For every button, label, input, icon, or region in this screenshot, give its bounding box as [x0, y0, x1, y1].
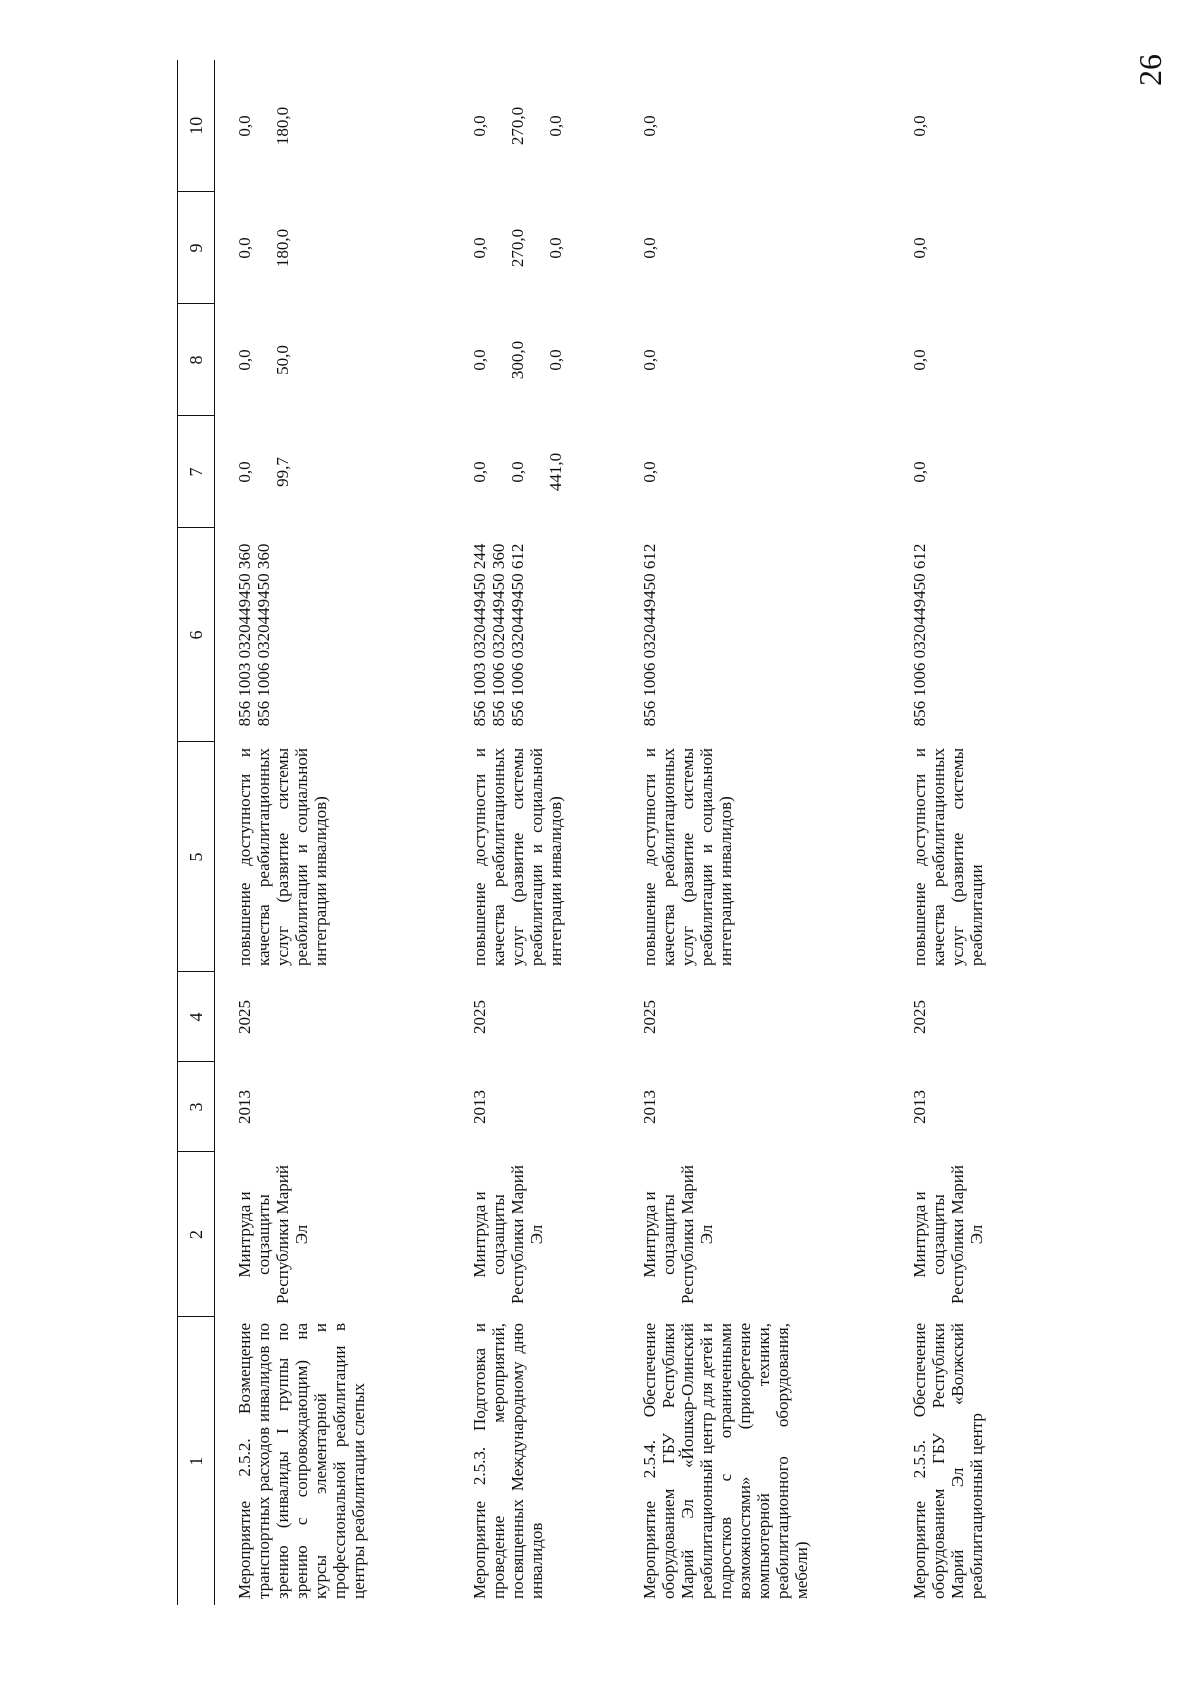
amount-cell: 0,0: [909, 349, 929, 371]
table-row: [450, 60, 620, 1605]
expected-result-cell: повышение доступности и качества реабилитационных услуг (развитие системы реабилитации и социальной интеграции инвалидов): [235, 748, 331, 966]
measure-description: Мероприятие 2.5.4. Обеспечение оборудованием ГБУ Республики Марий Эл «Йошкар-Олинский реабилитационный центр для детей и подростков с ограниченными возможностями» (приобретение компьютерной техники, реабилитационного оборудования, мебели): [639, 1323, 811, 1599]
expected-result-cell: повышение доступности и качества реабилитационных услуг (развитие системы реабилитации и социальной интеграции инвалидов): [469, 748, 565, 966]
budget-code: 856 1006 0320449450 612: [507, 543, 527, 727]
amount-cell: [450, 304, 620, 416]
end-year-cell: 2025: [235, 1000, 254, 1034]
column-header: 2: [178, 1152, 215, 1317]
amount-value: 300,0: [507, 340, 527, 380]
amount-cell: [215, 192, 450, 304]
column-header: 3: [178, 1062, 215, 1152]
amount-cell: [450, 60, 620, 192]
table-row: [620, 60, 890, 1605]
executor-cell: Минтруда и соцзащиты Республики Марий Эл: [235, 1165, 312, 1304]
end-year-cell: 2025: [469, 1000, 489, 1034]
amount-cell: 0,0: [639, 349, 659, 371]
column-header: 9: [178, 192, 215, 304]
amount-value: 0,0: [507, 461, 527, 483]
column-header: 7: [178, 416, 215, 528]
amount-cell: [450, 416, 620, 528]
measure-description: Мероприятие 2.5.5. Обеспечение оборудованием ГБУ Республики Марий Эл «Волжский реабилитационный центр: [909, 1323, 986, 1599]
table-row: [215, 60, 450, 1605]
budget-code: 856 1006 0320449450 360: [488, 543, 508, 727]
amount-cell: [215, 416, 450, 528]
amount-cell: [215, 60, 450, 192]
amount-value: 441,0: [545, 452, 565, 492]
budget-code: 856 1006 0320449450 612: [909, 543, 929, 727]
amount-value: 0,0: [545, 115, 565, 137]
column-header: 10: [178, 60, 215, 192]
column-header: 5: [178, 742, 215, 972]
amount-value: 0,0: [469, 461, 489, 483]
executor-cell: Минтруда и соцзащиты Республики Марий Эл: [469, 1165, 546, 1304]
table-row: [890, 60, 1190, 1605]
expected-result-cell: повышение доступности и качества реабилитационных услуг (развитие системы реабилитации и социальной интеграции инвалидов): [639, 748, 735, 966]
amount-value: 0,0: [235, 237, 254, 259]
amount-cell: [450, 192, 620, 304]
amount-cell: 0,0: [639, 115, 659, 137]
column-header: 8: [178, 304, 215, 416]
amount-value: 0,0: [469, 115, 489, 137]
expected-result-cell: повышение доступности и качества реабилитационных услуг (развитие системы реабилитации: [909, 748, 986, 966]
budget-code-cell: [620, 528, 890, 742]
start-year-cell: 2013: [469, 1090, 489, 1124]
amount-value: 0,0: [235, 349, 254, 371]
budget-code: 856 1003 0320449450 360: [235, 543, 254, 727]
budget-code: 856 1003 0320449450 244: [469, 543, 489, 727]
amount-cell: 0,0: [909, 237, 929, 259]
column-header: 4: [178, 972, 215, 1062]
amount-value: 270,0: [507, 106, 527, 146]
amount-value: 0,0: [469, 237, 489, 259]
executor-cell: Минтруда и соцзащиты Республики Марий Эл: [909, 1165, 986, 1304]
start-year-cell: 2013: [909, 1090, 929, 1124]
amount-cell: [215, 304, 450, 416]
column-header: 6: [178, 528, 215, 742]
amount-cell: 0,0: [639, 461, 659, 483]
budget-code-cell: [890, 528, 1190, 742]
amount-value: 0,0: [235, 461, 254, 483]
program-measures-table: [177, 60, 1190, 1605]
amount-value: 180,0: [273, 106, 293, 146]
amount-value: 180,0: [273, 228, 293, 268]
amount-value: 270,0: [507, 228, 527, 268]
amount-cell: 0,0: [909, 461, 929, 483]
start-year-cell: 2013: [235, 1090, 254, 1124]
end-year-cell: 2025: [909, 1000, 929, 1034]
amount-value: 0,0: [469, 349, 489, 371]
amount-value: 0,0: [235, 115, 254, 137]
column-header: 1: [178, 1317, 215, 1605]
measure-description: Мероприятие 2.5.3. Подготовка и проведение мероприятий, посвященных Международному дню инвалидов: [469, 1323, 546, 1599]
amount-value: 0,0: [545, 349, 565, 371]
amount-value: 0,0: [545, 237, 565, 259]
page-number: 26: [1132, 54, 1168, 86]
column-number-header-row: [178, 60, 215, 1605]
rotated-table-sheet: [177, 60, 1192, 1605]
budget-code: 856 1006 0320449450 612: [639, 543, 659, 727]
budget-code: 856 1006 0320449450 360: [254, 543, 274, 727]
amount-cell: 0,0: [909, 115, 929, 137]
executor-cell: Минтруда и соцзащиты Республики Марий Эл: [639, 1165, 716, 1304]
measure-description: Мероприятие 2.5.2. Возмещение транспортных расходов инвалидов по зрению (инвалиды I группы по зрению с сопровождающим) на курсы элементарной и профессиональной реабилитации в центры реабилитации слепых: [235, 1323, 369, 1599]
budget-code-cell: [450, 528, 620, 742]
amount-cell: 0,0: [639, 237, 659, 259]
start-year-cell: 2013: [639, 1090, 659, 1124]
end-year-cell: 2025: [639, 1000, 659, 1034]
amount-value: 99,7: [273, 457, 293, 487]
amount-value: 50,0: [273, 345, 293, 375]
budget-code-cell: [215, 528, 450, 742]
